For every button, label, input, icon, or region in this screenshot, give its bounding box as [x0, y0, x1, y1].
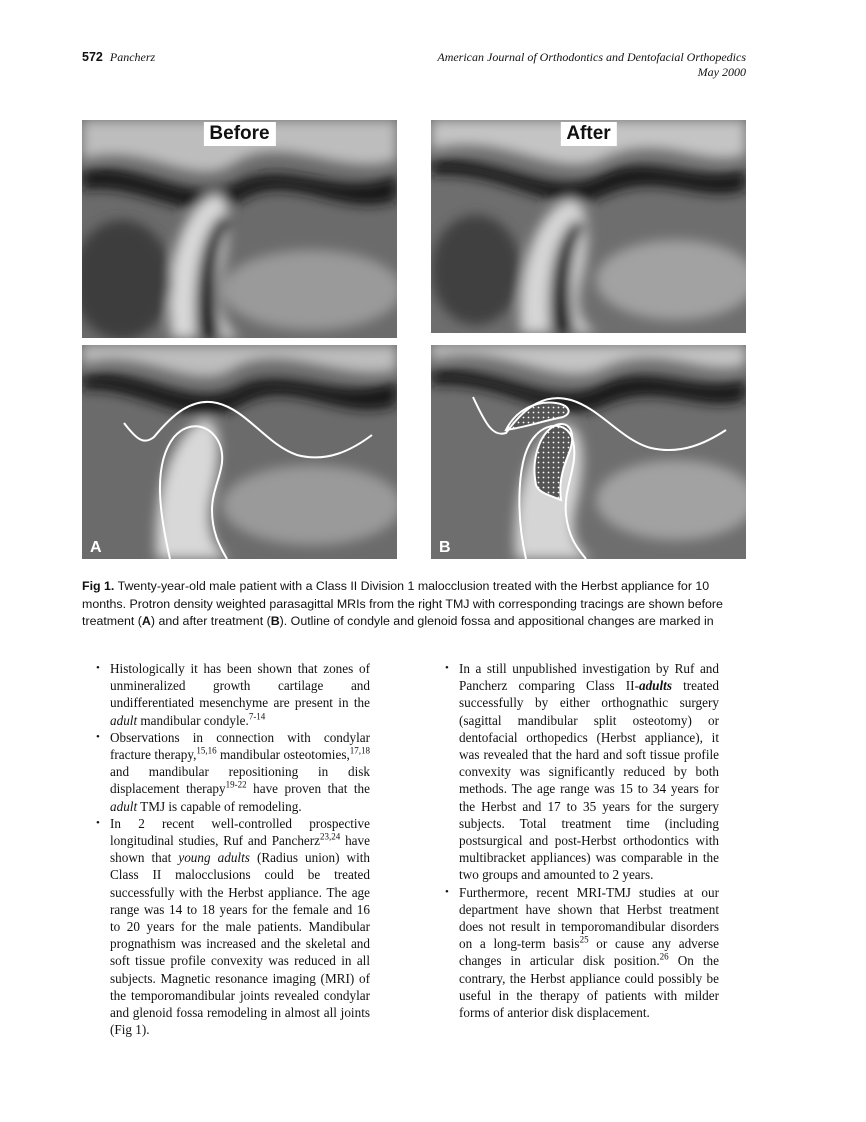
paragraph-text: (Radius union) with Class II malocclusions could be treated successfully with the Herbst appliance. The age range was 14 to 18 years for the female and 16 to 20 years for the male patients. Mandibular prognathism was increased and the skeletal and soft tissue profile convexity was reduced in all subjects. Magnetic resonance imaging (MRI) of the temporomandibular joints revealed condylar and glenoid fossa remodeling in almost all joints (Fig 1). [110, 850, 370, 1038]
bullet-paragraph [82, 815, 370, 1039]
panel-a-label: A [90, 539, 102, 556]
caption-prefix: Fig 1. [82, 579, 115, 593]
left-bullet-list [82, 660, 370, 1038]
mri-after-top [431, 120, 746, 333]
after-label: After [560, 122, 616, 146]
paragraph-text: and mandibular repositioning in disk displacement therapy [110, 764, 370, 797]
caption-ref-b: B [270, 614, 280, 628]
paragraph-text: In a still unpublished investigation by Ruf and Pancherz comparing Class II- [459, 661, 719, 694]
paragraph-text: Histologically it has been shown that zones of unmineralized growth cartilage and undifferentiated mesenchyme are present in the [110, 661, 370, 711]
paragraph-text: adults [638, 678, 672, 694]
mri-after-tracing [431, 345, 746, 559]
caption-text-1: Twenty-year-old male patient with a Class II Division 1 malocclusion treated with the Herbst appliance for 10 months. Protron density weighted parasagittal MRIs from the right TMJ with corresponding tracings are shown before treatment ( [82, 579, 723, 628]
running-header-right [437, 50, 746, 80]
paragraph-text: mandibular osteotomies, [216, 747, 350, 763]
citation-ref: 23,24 [320, 831, 341, 842]
journal-title: American Journal of Orthodontics and Dentofacial Orthopedics [437, 50, 746, 64]
paragraph-text: treated successfully by either orthognathic surgery (sagittal mandibular split osteotomy) or dentofacial orthopedics (Herbst appliance), it was revealed that the hard and soft tissue profile convexity was significantly reduced by both methods. The age range was 15 to 34 years for the Herbst and 17 to 35 years for the surgery subjects. Total treatment time (including postsurgical and post-Herbst orthodontics with multibracket appliances) was comparable in the two groups and amounted to 2 years. [459, 678, 719, 883]
mri-before-tracing [82, 345, 397, 559]
citation-ref: 25 [579, 934, 589, 945]
paragraph-text: TMJ is capable of remodeling. [137, 798, 302, 814]
mri-before-top [82, 120, 397, 338]
citation-ref: 26 [659, 952, 669, 963]
right-column [431, 660, 719, 1021]
panel-b-label: B [439, 539, 451, 556]
issue-date: May 2000 [697, 65, 746, 79]
running-header-left [82, 50, 155, 65]
citation-ref: 17,18 [349, 745, 371, 756]
paragraph-text: have proven that the [246, 781, 370, 797]
bullet-paragraph [431, 884, 719, 1022]
paragraph-text: young adults [178, 850, 250, 866]
paragraph-text: mandibular condyle. [137, 712, 249, 728]
right-bullet-list [431, 660, 719, 1021]
paragraph-text: adult [110, 798, 138, 814]
caption-ref-a: A [141, 614, 151, 628]
caption-text-2: ) and after treatment ( [150, 614, 271, 628]
caption-text-3: ). Outline of condyle and glenoid fossa and appositional changes are marked in [279, 614, 714, 628]
paragraph-text: or cause any adverse changes in articular disk position. [459, 936, 719, 969]
citation-ref: 15,16 [196, 745, 217, 756]
running-author: Pancherz [109, 50, 156, 64]
bullet-paragraph [82, 729, 370, 815]
paragraph-text: On the contrary, the Herbst appliance could possibly be useful in the therapy of patients with milder forms of anterior disk displacement. [459, 953, 719, 1021]
paragraph-text: adult [110, 712, 138, 728]
bullet-paragraph [82, 660, 370, 729]
left-column [82, 660, 370, 1038]
paragraph-text: Observations in connection with condylar fracture therapy, [110, 729, 370, 763]
before-label: Before [203, 122, 275, 146]
citation-ref: 19-22 [225, 780, 247, 791]
paragraph-text: In 2 recent well-controlled prospective longitudinal studies, Ruf and Pancherz [110, 815, 370, 849]
paragraph-text: have shown that [110, 833, 370, 866]
citation-ref: 7-14 [248, 711, 266, 722]
page-number: 572 [82, 50, 103, 64]
figure-caption [82, 578, 746, 631]
paragraph-text: Furthermore, recent MRI-TMJ studies at our department have shown that Herbst treatment does not result in temporomandibular disorders on a long-term basis [459, 884, 719, 952]
bullet-paragraph [431, 660, 719, 884]
